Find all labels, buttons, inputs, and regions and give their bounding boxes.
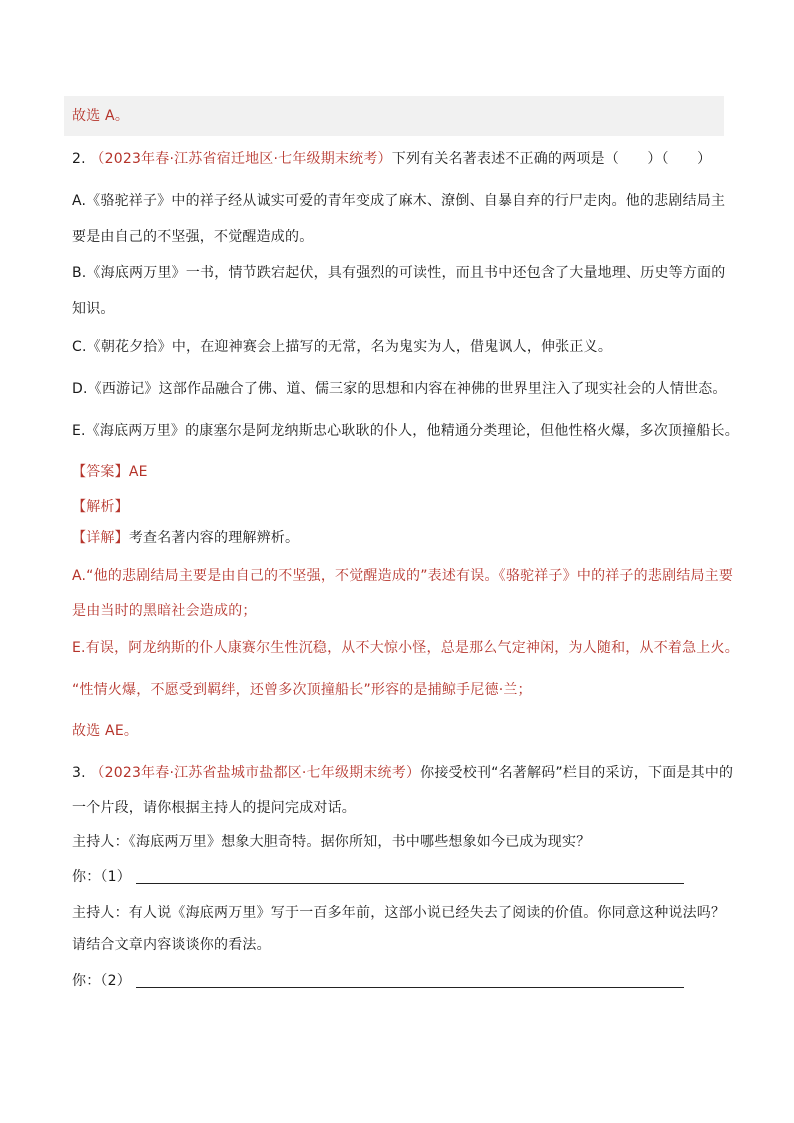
- answer-value: AE: [128, 464, 148, 480]
- question-number: 2.: [72, 151, 86, 167]
- option-c: C.《朝花夕拾》中，在迎神赛会上描写的无常，名为鬼实为人，借鬼讽人，伸张正义。: [72, 339, 613, 355]
- analysis-label: 【解析】: [72, 499, 129, 515]
- question-3-stem-line-2: 一个片段，请你根据主持人的提问完成对话。: [72, 800, 356, 816]
- question-source: （2023年春·江苏省宿迁地区·七年级期末统考）: [90, 151, 392, 167]
- answer-blank-1[interactable]: [136, 869, 684, 884]
- question-2-header: [72, 149, 711, 169]
- previous-conclusion: 故选 A。: [72, 108, 130, 124]
- question-number: 3.: [72, 765, 86, 781]
- answer-prompt-2: 你：（2）: [72, 973, 131, 989]
- question-stem-line-1: 你接受校刊“名著解码”栏目的采访，下面是其中的: [420, 765, 734, 781]
- explanation-line-3: E.有误，阿龙纳斯的仆人康赛尔生性沉稳，从不大惊小怪，总是那么气定神闲，为人随和，从不着急上火。: [72, 640, 739, 656]
- option-d: D.《西游记》这部作品融合了佛、道、儒三家的思想和内容在神佛的世界里注入了现实社会的人情世态。: [72, 381, 727, 397]
- option-b-line-1: B.《海底两万里》一书，情节跌宕起伏，具有强烈的可读性，而且书中还包含了大量地理、历史等方面的: [72, 265, 726, 281]
- option-a-line-1: A.《骆驼祥子》中的祥子经从诚实可爱的青年变成了麻木、潦倒、自暴自弃的行尸走肉。他的悲剧结局主: [72, 193, 726, 209]
- q2-conclusion: 故选 AE。: [72, 723, 139, 739]
- answer-blank-2[interactable]: [136, 973, 684, 988]
- explanation-line-2: 是由当时的黑暗社会造成的；: [72, 603, 257, 619]
- answer-label: 【答案】: [72, 464, 129, 480]
- detail-text: 考查名著内容的理解辨析。: [128, 530, 300, 546]
- question-source: （2023年春·江苏省盐城市盐都区·七年级期末统考）: [90, 765, 421, 781]
- explanation-line-4: “性情火爆，不愿受到羁绊，还曾多次顶撞船长”形容的是捕鲸手尼德·兰；: [72, 682, 532, 698]
- option-e: E.《海底两万里》的康塞尔是阿龙纳斯忠心耿耿的仆人，他精通分类理论，但他性格火爆，多次顶撞船长。: [72, 423, 739, 439]
- detail-line: [72, 528, 299, 548]
- answer-row-1: [72, 867, 684, 887]
- option-a-line-2: 要是由自己的不坚强，不觉醒造成的。: [72, 229, 314, 245]
- explanation-line-1: A.“他的悲剧结局主要是由自己的不坚强，不觉醒造成的”表述有误。《骆驼祥子》中的祥子的悲剧结局主要: [72, 568, 734, 584]
- detail-label: 【详解】: [72, 530, 129, 546]
- option-b-line-2: 知识。: [72, 301, 115, 317]
- question-stem: 下列有关名著表述不正确的两项是（ ）（ ）: [391, 151, 712, 167]
- host-question-2-line-2: 请结合文章内容谈谈你的看法。: [72, 937, 271, 953]
- host-question-1: 主持人：《海底两万里》想象大胆奇特。据你所知，书中哪些想象如今已成为现实？: [72, 834, 591, 850]
- answer-line: [72, 462, 148, 482]
- host-question-2-line-1: 主持人：有人说《海底两万里》写于一百多年前，这部小说已经失去了阅读的价值。你同意这种说法吗？: [72, 905, 726, 921]
- answer-prompt-1: 你：（1）: [72, 869, 131, 885]
- question-3-header: [72, 763, 733, 783]
- answer-row-2: [72, 971, 684, 991]
- previous-answer-box: [64, 96, 724, 136]
